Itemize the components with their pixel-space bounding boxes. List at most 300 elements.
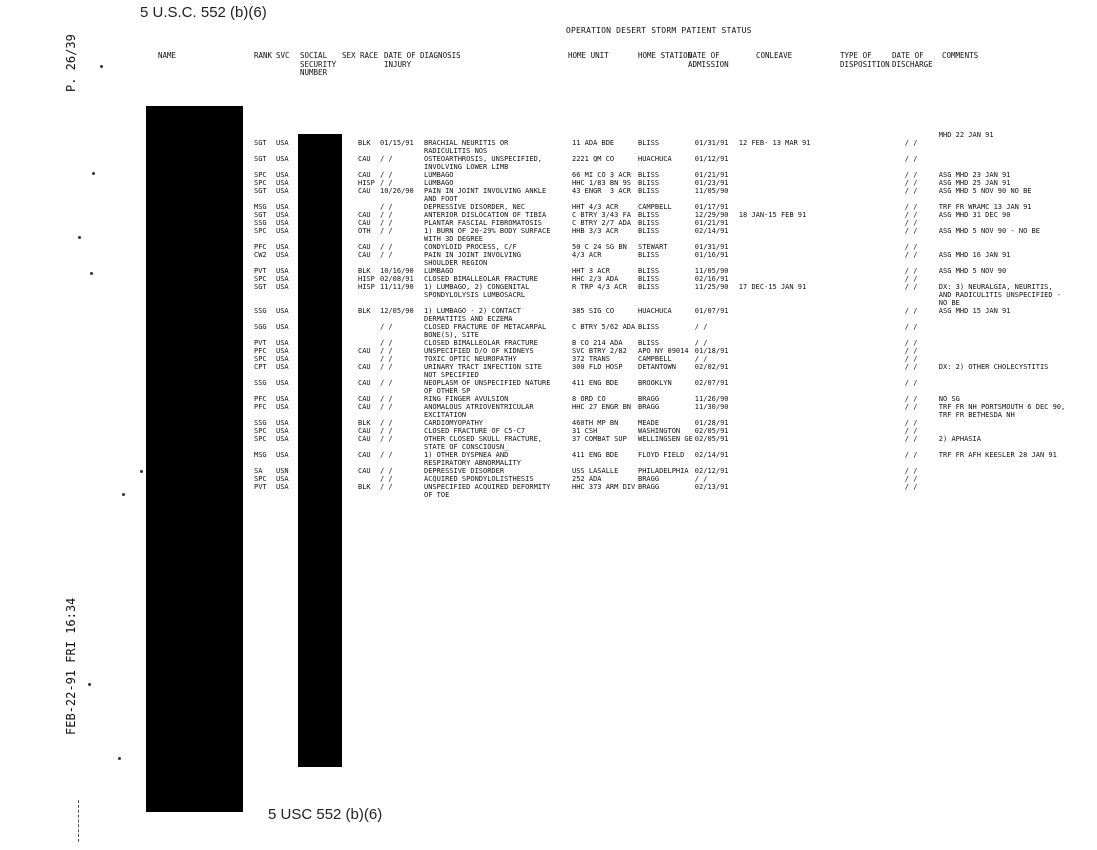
cell-blank <box>300 171 346 179</box>
cell-rank: SSG <box>254 379 267 387</box>
table-row <box>254 395 1081 403</box>
cell-blank <box>853 283 905 307</box>
cell-blank <box>853 451 905 467</box>
cell-comments: MHD 22 JAN 91 <box>938 131 994 139</box>
cell-blank <box>853 267 905 275</box>
cell-rank: SSG <box>254 419 267 427</box>
cell-race: CAU <box>358 435 371 443</box>
table-row <box>254 403 1081 419</box>
cell-rank: SSG <box>254 307 267 315</box>
cell-station: APO NY 09014 <box>638 347 689 355</box>
cell-station: MEADE <box>638 419 660 427</box>
cell-blank <box>300 419 346 427</box>
cell-race: CAU <box>358 427 371 435</box>
cell-conv: 17 DEC-15 JAN 91 <box>738 283 807 291</box>
cell-unit: 31 CSH <box>572 427 598 435</box>
cell-admission: 01/07/91 <box>694 307 729 315</box>
cell-rank: PVT <box>254 339 267 347</box>
cell-unit: 2221 QM CO <box>572 155 615 163</box>
cell-conv <box>739 347 853 355</box>
cell-race: CAU <box>358 251 371 259</box>
cell-race <box>358 355 380 363</box>
cell-station: WELLINGSEN GE <box>638 435 693 443</box>
cell-comments: ASG MHD 16 JAN 91 <box>938 251 1011 259</box>
cell-blank <box>346 467 358 475</box>
col-home-station-header: HOME STATION <box>638 51 693 60</box>
cell-rank: CPT <box>254 363 267 371</box>
cell-diagnosis: LUMBAGO <box>424 171 454 179</box>
cell-blank <box>300 403 346 419</box>
col-admission-header: DATE OF ADMISSION <box>688 51 729 69</box>
cell-blank <box>853 467 905 475</box>
cell-admission: 02/16/91 <box>694 275 729 283</box>
cell-unit: 50 C 24 SG BN <box>572 243 627 251</box>
cell-diagnosis: RING FINGER AVULSION <box>424 395 509 403</box>
table-row <box>254 307 1081 323</box>
cell-blank <box>300 203 346 211</box>
cell-diagnosis: BRACHIAL NEURITIS OR RADICULITIS NOS <box>424 139 509 155</box>
cell-race: HISP <box>358 275 375 283</box>
col-home-unit-header: HOME UNIT <box>568 51 609 60</box>
table-row <box>254 467 1081 475</box>
cell-blank <box>300 355 346 363</box>
cell-blank <box>346 211 358 219</box>
table-row <box>254 171 1081 179</box>
cell-svc: USA <box>276 379 289 387</box>
cell-comments: NO SG <box>938 395 960 403</box>
cell-rank: SGT <box>254 187 267 195</box>
cell-injury: / / <box>380 467 393 475</box>
cell-conv <box>739 451 853 467</box>
cell-blank <box>346 483 358 499</box>
cell-conv <box>739 475 853 483</box>
cell-diagnosis: PAIN IN JOINT INVOLVING SHOULDER REGION <box>424 251 521 267</box>
cell-svc: USA <box>276 419 289 427</box>
cell-admission: 01/21/91 <box>694 171 729 179</box>
cell-admission: / / <box>694 323 708 331</box>
cell-blank <box>346 307 358 323</box>
cell-svc: USA <box>276 203 289 211</box>
cell-conv <box>739 355 853 363</box>
cell-comments <box>939 419 1081 427</box>
cell-station: DETANTOWN <box>638 363 676 371</box>
cell-admission: 02/05/91 <box>694 435 729 443</box>
table-row <box>254 323 1081 339</box>
col-race-header: RACE <box>360 51 379 60</box>
cell-blank <box>853 355 905 363</box>
cell-diagnosis: ANOMALOUS ATRIOVENTRICULAR EXCITATION <box>424 403 534 419</box>
cell-comments <box>939 139 1081 155</box>
cell-injury: / / <box>380 435 393 443</box>
cell-diagnosis: DEPRESSIVE DISORDER <box>424 467 505 475</box>
cell-race: OTH <box>358 227 371 235</box>
cell-blank <box>300 467 346 475</box>
cell-diagnosis <box>424 131 572 139</box>
cell-conv <box>739 427 853 435</box>
cell-blank <box>853 131 905 139</box>
cell-injury: / / <box>380 219 393 227</box>
cell-blank <box>300 475 346 483</box>
cell-conv <box>739 179 853 187</box>
cell-race: CAU <box>358 451 371 459</box>
cell-svc: USA <box>276 283 289 291</box>
cell-svc: USA <box>276 307 289 315</box>
cell-injury: / / <box>380 451 393 459</box>
cell-admission: 02/13/91 <box>694 483 729 491</box>
cell-rank: SPC <box>254 355 267 363</box>
cell-comments <box>939 467 1081 475</box>
margin-speck <box>140 470 143 473</box>
cell-unit: C BTRY 2/7 ADA <box>572 219 632 227</box>
cell-race: CAU <box>358 403 371 411</box>
cell-svc: USA <box>276 323 289 331</box>
cell-admission: / / <box>694 355 708 363</box>
cell-race: HISP <box>358 283 375 291</box>
page-number: P. 26/39 <box>64 34 78 92</box>
cell-comments <box>939 355 1081 363</box>
cell-injury: / / <box>380 243 393 251</box>
cell-svc: USA <box>276 179 289 187</box>
cell-blank <box>346 179 358 187</box>
col-injury-header: DATE OF INJURY <box>384 51 416 69</box>
table-row <box>254 347 1081 355</box>
cell-race: CAU <box>358 171 371 179</box>
cell-conv <box>739 403 853 419</box>
cell-unit: HHC 1/83 BN 9S <box>572 179 632 187</box>
cell-admission: 12/29/90 <box>694 211 729 219</box>
cell-blank <box>346 395 358 403</box>
cell-blank <box>346 203 358 211</box>
cell-svc: USA <box>276 251 289 259</box>
patient-table <box>254 131 1081 499</box>
cell-svc: USA <box>276 267 289 275</box>
cell-disp: / / <box>904 483 918 491</box>
cell-blank <box>346 155 358 171</box>
cell-station: BRAGG <box>638 403 660 411</box>
cell-rank: SPC <box>254 179 267 187</box>
cell-blank <box>853 339 905 347</box>
cell-svc: USA <box>276 403 289 411</box>
cell-conv <box>739 267 853 275</box>
cell-rank: CW2 <box>254 251 267 259</box>
cell-blank <box>300 187 346 203</box>
cell-rank: SPC <box>254 171 267 179</box>
cell-race: HISP <box>358 179 375 187</box>
cell-rank: SA <box>254 467 263 475</box>
margin-speck <box>118 757 121 760</box>
cell-blank <box>300 379 346 395</box>
cell-rank: SGT <box>254 155 267 163</box>
cell-station: WASHINGTON <box>638 427 681 435</box>
table-row <box>254 275 1081 283</box>
table-row <box>254 179 1081 187</box>
cell-admission: / / <box>694 475 708 483</box>
cell-unit: 372 TRANS <box>572 355 610 363</box>
table-row <box>254 339 1081 347</box>
cell-injury: / / <box>380 203 393 211</box>
table-row <box>254 131 1081 139</box>
cell-diagnosis: ACQUIRED SPONDYLOLISTHESIS <box>424 475 534 483</box>
cell-comments: ASG MHD 31 DEC 90 <box>938 211 1011 219</box>
cell-blank <box>346 451 358 467</box>
cell-admission: 01/16/91 <box>694 251 729 259</box>
cell-injury: / / <box>380 363 393 371</box>
cell-conv <box>739 131 853 139</box>
col-discharge-header: DATE OF DISCHARGE <box>892 51 933 69</box>
cell-disp <box>905 131 939 139</box>
cell-admission: 11/26/90 <box>694 395 729 403</box>
cell-svc: USA <box>276 451 289 459</box>
cell-station: BRAGG <box>638 395 660 403</box>
cell-blank <box>346 427 358 435</box>
cell-comments <box>939 339 1081 347</box>
cell-station: STEWART <box>638 243 668 251</box>
cell-diagnosis: PAIN IN JOINT INVOLVING ANKLE AND FOOT <box>424 187 547 203</box>
cell-comments <box>939 323 1081 339</box>
cell-blank <box>346 419 358 427</box>
cell-comments <box>939 243 1081 251</box>
margin-speck <box>100 65 103 68</box>
cell-blank <box>853 347 905 355</box>
cell-rank: SSG <box>254 219 267 227</box>
cell-unit: 11 ADA BDE <box>572 139 615 147</box>
col-diagnosis-header: DIAGNOSIS <box>420 51 461 60</box>
cell-rank: MSG <box>254 203 267 211</box>
cell-station: BRAGG <box>638 483 660 491</box>
document-title: OPERATION DESERT STORM PATIENT STATUS <box>566 26 752 35</box>
cell-blank <box>300 275 346 283</box>
cell-conv <box>739 467 853 475</box>
cell-unit: 66 MI CO 3 ACR <box>572 171 632 179</box>
margin-dash <box>78 800 79 842</box>
cell-blank <box>300 243 346 251</box>
cell-blank <box>346 339 358 347</box>
cell-station: BROOKLYN <box>638 379 672 387</box>
cell-rank: MSG <box>254 451 267 459</box>
cell-station: CAMPBELL <box>638 203 672 211</box>
cell-diagnosis: CLOSED BIMALLEOLAR FRACTURE <box>424 275 538 283</box>
exemption-footer: 5 USC 552 (b)(6) <box>268 806 383 823</box>
margin-speck <box>88 683 91 686</box>
cell-conv <box>739 243 853 251</box>
cell-conv <box>739 363 853 379</box>
margin-speck <box>122 493 125 496</box>
cell-disp: / / <box>904 395 918 403</box>
cell-rank: PVT <box>254 483 267 491</box>
table-row <box>254 427 1081 435</box>
cell-injury: 02/08/91 <box>380 275 414 283</box>
cell-blank <box>346 347 358 355</box>
cell-injury: / / <box>380 427 393 435</box>
cell-blank <box>346 283 358 307</box>
cell-comments: TRF FR AFH KEESLER 28 JAN 91 <box>938 451 1057 459</box>
cell-comments: ASG MHD 23 JAN 91 <box>938 171 1011 179</box>
cell-disp: / / <box>904 203 918 211</box>
cell-diagnosis: UNSPECIFIED ACQUIRED DEFORMITY OF TOE <box>424 483 551 499</box>
cell-disp: / / <box>904 451 918 459</box>
cell-rank: SPC <box>254 427 267 435</box>
cell-admission: 01/31/91 <box>694 243 729 251</box>
cell-injury: / / <box>380 227 393 235</box>
cell-blank <box>346 243 358 251</box>
cell-admission: / / <box>694 339 708 347</box>
cell-comments: ASG MHD 5 NOV 90 <box>938 267 1007 275</box>
cell-conv: 12 FEB- 13 MAR 91 <box>738 139 811 147</box>
cell-conv <box>739 275 853 283</box>
cell-blank <box>300 139 346 155</box>
cell-admission: 11/25/90 <box>694 283 729 291</box>
cell-injury: / / <box>380 355 393 363</box>
cell-svc: USA <box>276 211 289 219</box>
cell-blank <box>300 155 346 171</box>
cell-blank <box>853 363 905 379</box>
cell-blank <box>300 283 346 307</box>
cell-unit: HHC 2/3 ADA <box>572 275 619 283</box>
cell-blank <box>853 435 905 451</box>
table-row <box>254 243 1081 251</box>
cell-injury: / / <box>380 419 393 427</box>
cell-svc: USN <box>276 467 289 475</box>
cell-unit: HHC 27 ENGR BN <box>572 403 632 411</box>
cell-rank: PFC <box>254 403 267 411</box>
table-row <box>254 379 1081 395</box>
cell-diagnosis: ANTERIOR DISLOCATION OF TIBIA <box>424 211 547 219</box>
cell-injury: 11/11/90 <box>380 283 414 291</box>
cell-svc: USA <box>276 483 289 491</box>
cell-blank <box>853 219 905 227</box>
cell-admission: 01/21/91 <box>694 219 729 227</box>
cell-blank <box>853 243 905 251</box>
cell-injury: / / <box>380 211 393 219</box>
cell-disp: / / <box>904 363 918 371</box>
table-row <box>254 419 1081 427</box>
cell-unit: HHC 373 ARM DIV <box>572 483 636 491</box>
cell-conv <box>739 155 853 171</box>
cell-race: BLK <box>358 139 371 147</box>
cell-unit: USS LASALLE <box>572 467 619 475</box>
cell-injury: 10/26/90 <box>380 187 414 195</box>
cell-admission: 02/14/91 <box>694 227 729 235</box>
cell-comments: TRF FR NH PORTSMOUTH 6 DEC 90, TRF FR BETHESDA NH <box>938 403 1066 419</box>
cell-disp: / / <box>904 435 918 443</box>
cell-station: BLISS <box>638 267 660 275</box>
cell-diagnosis: PLANTAR FASCIAL FIBROMATOSIS <box>424 219 543 227</box>
cell-blank <box>853 251 905 267</box>
table-row <box>254 475 1081 483</box>
cell-svc: USA <box>276 243 289 251</box>
cell-rank: SGT <box>254 139 267 147</box>
cell-blank <box>853 187 905 203</box>
cell-blank <box>346 323 358 339</box>
cell-rank: SGT <box>254 283 267 291</box>
cell-diagnosis: CLOSED FRACTURE OF METACARPAL BONE(S), SITE <box>424 323 547 339</box>
cell-unit: 252 ADA <box>572 475 602 483</box>
cell-blank <box>853 203 905 211</box>
cell-blank <box>853 395 905 403</box>
cell-diagnosis: 1) LUMBAGO, 2) CONGENITAL SPONDYLOLYSIS LUMBOSACRL <box>424 283 530 299</box>
cell-svc: USA <box>276 171 289 179</box>
cell-svc: USA <box>276 475 289 483</box>
cell-unit: C BTRY 3/43 FA <box>572 211 632 219</box>
cell-disp: / / <box>904 475 918 483</box>
table-row <box>254 203 1081 211</box>
cell-injury: / / <box>380 395 393 403</box>
table-row <box>254 187 1081 203</box>
cell-unit: 385 SIG CO <box>572 307 615 315</box>
cell-comments: TRF FR WRAMC 13 JAN 91 <box>938 203 1032 211</box>
cell-comments: ASG MHD 5 NOV 90 - NO BE <box>938 227 1040 235</box>
cell-disp: / / <box>904 275 918 283</box>
cell-rank: PFC <box>254 243 267 251</box>
col-svc-header: SVC <box>276 51 290 60</box>
cell-disp: / / <box>904 155 918 163</box>
exemption-header: 5 U.S.C. 552 (b)(6) <box>140 4 267 21</box>
col-name-header: NAME <box>158 51 177 60</box>
cell-disp: / / <box>904 419 918 427</box>
cell-station: BLISS <box>638 251 660 259</box>
cell-admission: 11/30/90 <box>694 403 729 411</box>
col-sex-header: SEX <box>342 51 356 60</box>
cell-unit: 37 COMBAT SUP <box>572 435 627 443</box>
cell-blank <box>346 403 358 419</box>
cell-conv <box>739 483 853 499</box>
cell-rank: SPC <box>254 227 267 235</box>
cell-race <box>358 131 380 139</box>
cell-race <box>358 203 380 211</box>
cell-disp: / / <box>904 403 918 411</box>
cell-diagnosis: CLOSED BIMALLEOLAR FRACTURE <box>424 339 538 347</box>
cell-disp: / / <box>904 323 918 331</box>
cell-comments <box>939 219 1081 227</box>
cell-admission: 02/07/91 <box>694 379 729 387</box>
cell-comments: 2) APHASIA <box>938 435 981 443</box>
table-row <box>254 483 1081 499</box>
cell-blank <box>346 227 358 243</box>
cell-station: BLISS <box>638 339 660 347</box>
cell-blank <box>346 139 358 155</box>
cell-race <box>358 339 380 347</box>
table-row <box>254 155 1081 171</box>
cell-diagnosis: 1) LUMBAGO - 2) CONTACT DERMATITIS AND ECZEMA <box>424 307 521 323</box>
cell-admission: 11/05/90 <box>694 187 729 195</box>
cell-svc: USA <box>276 227 289 235</box>
cell-blank <box>346 171 358 179</box>
cell-admission: 01/17/91 <box>694 203 729 211</box>
cell-blank <box>300 363 346 379</box>
col-disposition-header: TYPE OF DISPOSITION <box>840 51 890 69</box>
cell-unit: 411 ENG BDE <box>572 451 619 459</box>
cell-blank <box>300 227 346 243</box>
cell-comments <box>939 347 1081 355</box>
cell-race: BLK <box>358 267 371 275</box>
cell-race <box>358 323 380 339</box>
cell-admission <box>695 131 739 139</box>
cell-unit: 460TH MP BN <box>572 419 619 427</box>
cell-injury: / / <box>380 483 393 491</box>
cell-diagnosis: URINARY TRACT INFECTION SITE NOT SPECIFIED <box>424 363 543 379</box>
cell-disp: / / <box>904 171 918 179</box>
cell-race <box>358 475 380 483</box>
cell-blank <box>346 363 358 379</box>
cell-blank <box>300 483 346 499</box>
cell-diagnosis: 1) BURN OF 20-29% BODY SURFACE WITH 3D DEGREE <box>424 227 551 243</box>
cell-admission: 02/02/91 <box>694 363 729 371</box>
cell-blank <box>853 179 905 187</box>
cell-rank: SPC <box>254 475 267 483</box>
cell-blank <box>300 395 346 403</box>
cell-station: FLOYD FIELD <box>638 451 685 459</box>
cell-rank: SGT <box>254 211 267 219</box>
